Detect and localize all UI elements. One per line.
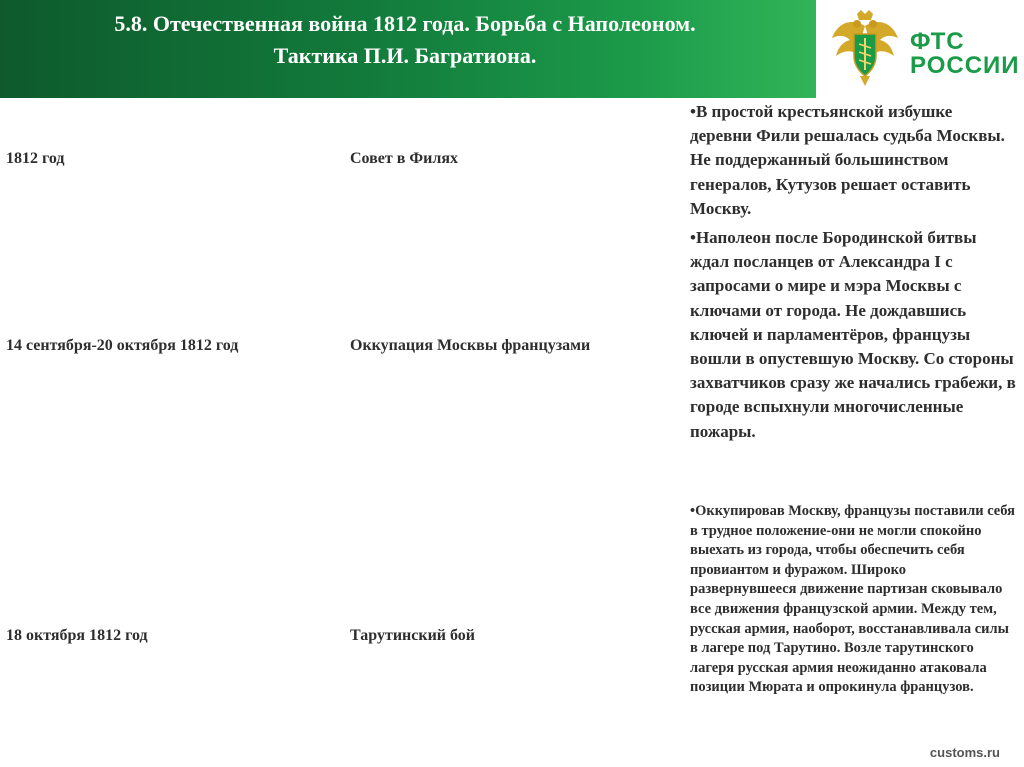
- page-title: [0, 8, 810, 72]
- row-event: Оккупация Москвы французами: [350, 337, 591, 354]
- title-line-2: Тактика П.И. Багратиона.: [273, 43, 537, 68]
- logo-panel: [816, 0, 1024, 98]
- title-line-1: 5.8. Отечественная война 1812 года. Борьба с Наполеоном.: [114, 11, 696, 36]
- footer-brand: customs.ru: [929, 745, 1000, 760]
- row-date: 14 сентября-20 октября 1812 год: [6, 337, 239, 354]
- logo-line-2: РОССИИ: [910, 52, 1020, 79]
- row-description: •Оккупировав Москву, французы поставили себя в трудное положение-они не могли спокойно выехать из города, чтобы обеспечить себя провиантом и фуражом. Широко развернувшееся движение партизан сковывало все движения французской армии. Между тем, русская армия, наоборот, восстанавливала силы в лагере под Тарутино. Возле тарутинского лагеря русская армия неожиданно атаковала позиции Мюрата и опрокинула французов.: [690, 503, 1015, 696]
- row-event: Тарутинский бой: [350, 627, 476, 644]
- row-description: •Наполеон после Бородинской битвы ждал посланцев от Александра I с запросами о мире и мэра Москвы с ключами от города. Не дождавшись ключей и парламентёров, французы вошли в опустевшую Москву. Со стороны захватчиков сразу же начались грабежи, в городе вспыхнули многочисленные пожары.: [690, 228, 1016, 441]
- header-band: [0, 0, 1024, 98]
- row-description: •В простой крестьянской избушке деревни Фили решалась судьба Москвы. Не поддержанный большинством генералов, Кутузов решает оставить Москву.: [690, 102, 1005, 218]
- row-date: 1812 год: [6, 150, 65, 167]
- table-row: [0, 98, 1024, 220]
- logo-line-1: ФТС: [910, 28, 965, 55]
- row-date: 18 октября 1812 год: [6, 627, 148, 644]
- table-row: [0, 500, 1024, 767]
- logo-text: [910, 30, 1020, 78]
- double-headed-eagle-icon: [830, 8, 900, 88]
- row-event: Совет в Филях: [350, 150, 458, 167]
